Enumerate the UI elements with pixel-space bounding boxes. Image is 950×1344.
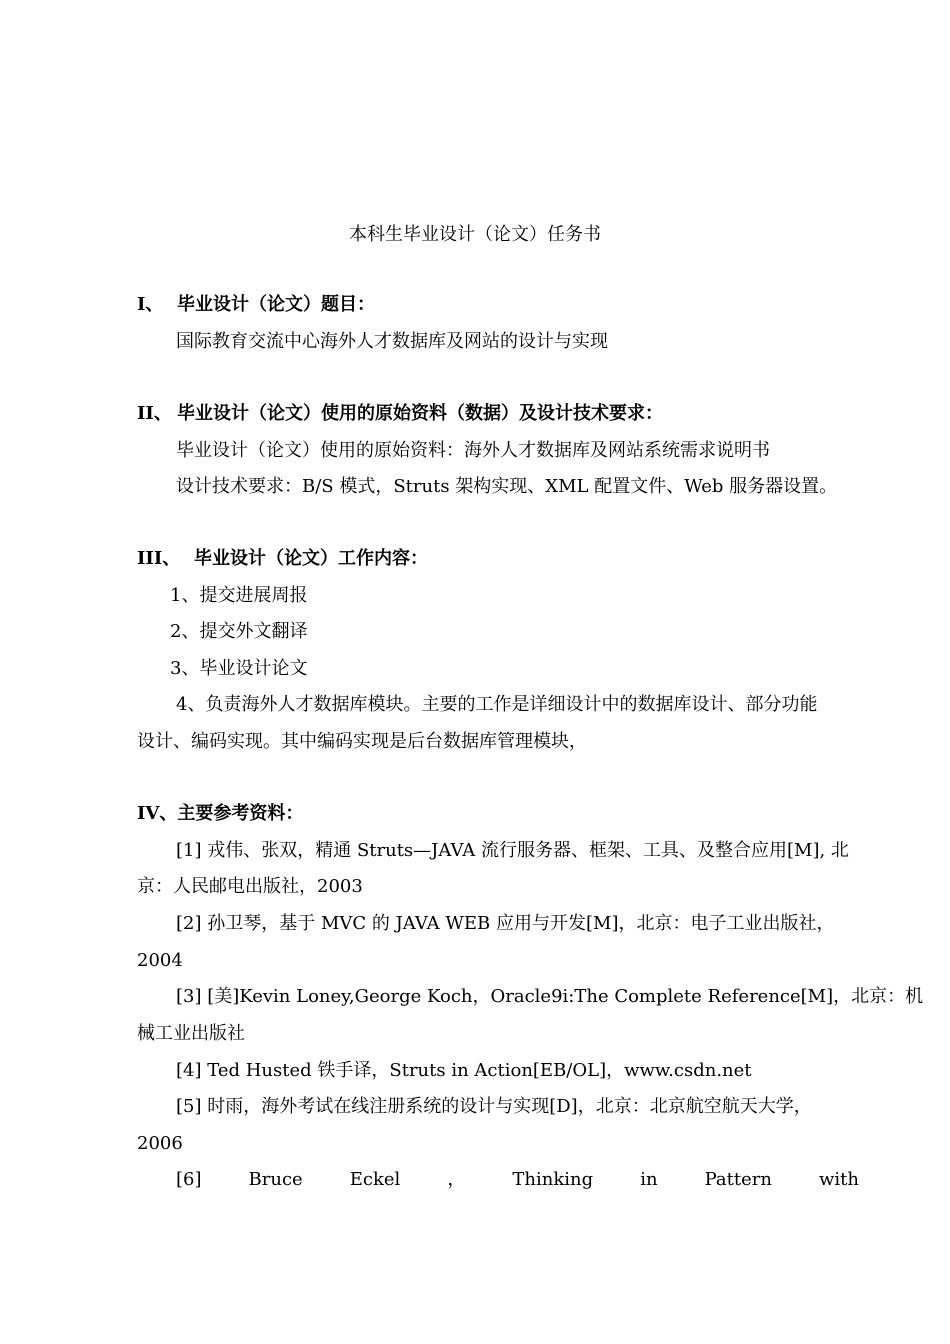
reference-6-word: in: [640, 1169, 658, 1190]
section-2-line-1: 毕业设计（论文）使用的原始资料：海外人才数据库及网站系统需求说明书: [176, 440, 770, 461]
reference-3-line-2: 械工业出版社: [137, 1023, 245, 1044]
reference-3-line-1: [3] [美]Kevin Loney,George Koch，Oracle9i:The Complete Reference[M]，北京：机: [176, 986, 924, 1007]
section-1-heading: [137, 292, 375, 318]
list-item: 2、提交外文翻译: [170, 621, 308, 642]
reference-6-word: [6]: [176, 1169, 202, 1190]
section-1-heading-text: 毕业设计（论文）题目：: [177, 294, 375, 315]
document-title: 本科生毕业设计（论文）任务书: [349, 224, 601, 245]
list-item: 3、毕业设计论文: [170, 658, 308, 679]
reference-2-line-2: 2004: [137, 950, 183, 971]
list-item-4-line-2: 设计、编码实现。其中编码实现是后台数据库管理模块，: [137, 731, 587, 752]
reference-6-word: with: [819, 1169, 859, 1190]
reference-5-line-2: 2006: [137, 1133, 183, 1154]
reference-6-word: ，: [447, 1169, 466, 1190]
section-2-heading: [137, 401, 663, 427]
reference-1-line-1: [1] 戎伟、张双，精通 Struts—JAVA 流行服务器、框架、工具、及整合应用[M], 北: [176, 840, 849, 861]
reference-6-line-1: [176, 1167, 859, 1193]
section-1-number: I、: [137, 294, 164, 315]
reference-5-line-1: [5] 时雨，海外考试在线注册系统的设计与实现[D]，北京：北京航空航天大学，: [176, 1096, 812, 1117]
section-3-number: III、: [137, 548, 181, 569]
reference-2-line-1: [2] 孙卫琴，基于 MVC 的 JAVA WEB 应用与开发[M]，北京：电子工业出版社，: [176, 913, 835, 934]
section-2-heading-text: 毕业设计（论文）使用的原始资料（数据）及设计技术要求：: [177, 403, 663, 424]
section-3-heading-text: 毕业设计（论文）工作内容：: [194, 548, 428, 569]
reference-4-line-1: [4] Ted Husted 铁手译，Struts in Action[EB/OL]，www.csdn.net: [176, 1060, 752, 1081]
section-4-heading: IV、主要参考资料：: [137, 803, 304, 824]
reference-6-word: Thinking: [512, 1169, 594, 1190]
section-2-line-2: 设计技术要求：B/S 模式，Struts 架构实现、XML 配置文件、Web 服务器设置。: [176, 476, 838, 497]
list-item: 1、提交进展周报: [170, 585, 308, 606]
reference-6-word: Pattern: [704, 1169, 772, 1190]
reference-6-word: Bruce: [248, 1169, 303, 1190]
section-2-number: II、: [137, 403, 172, 424]
section-3-heading: [137, 546, 428, 572]
reference-1-line-2: 京：人民邮电出版社，2003: [137, 876, 363, 897]
section-1-content: 国际教育交流中心海外人才数据库及网站的设计与实现: [176, 331, 608, 352]
reference-6-word: Eckel: [349, 1169, 401, 1190]
list-item-4-line-1: 4、负责海外人才数据库模块。主要的工作是详细设计中的数据库设计、部分功能: [176, 694, 818, 715]
